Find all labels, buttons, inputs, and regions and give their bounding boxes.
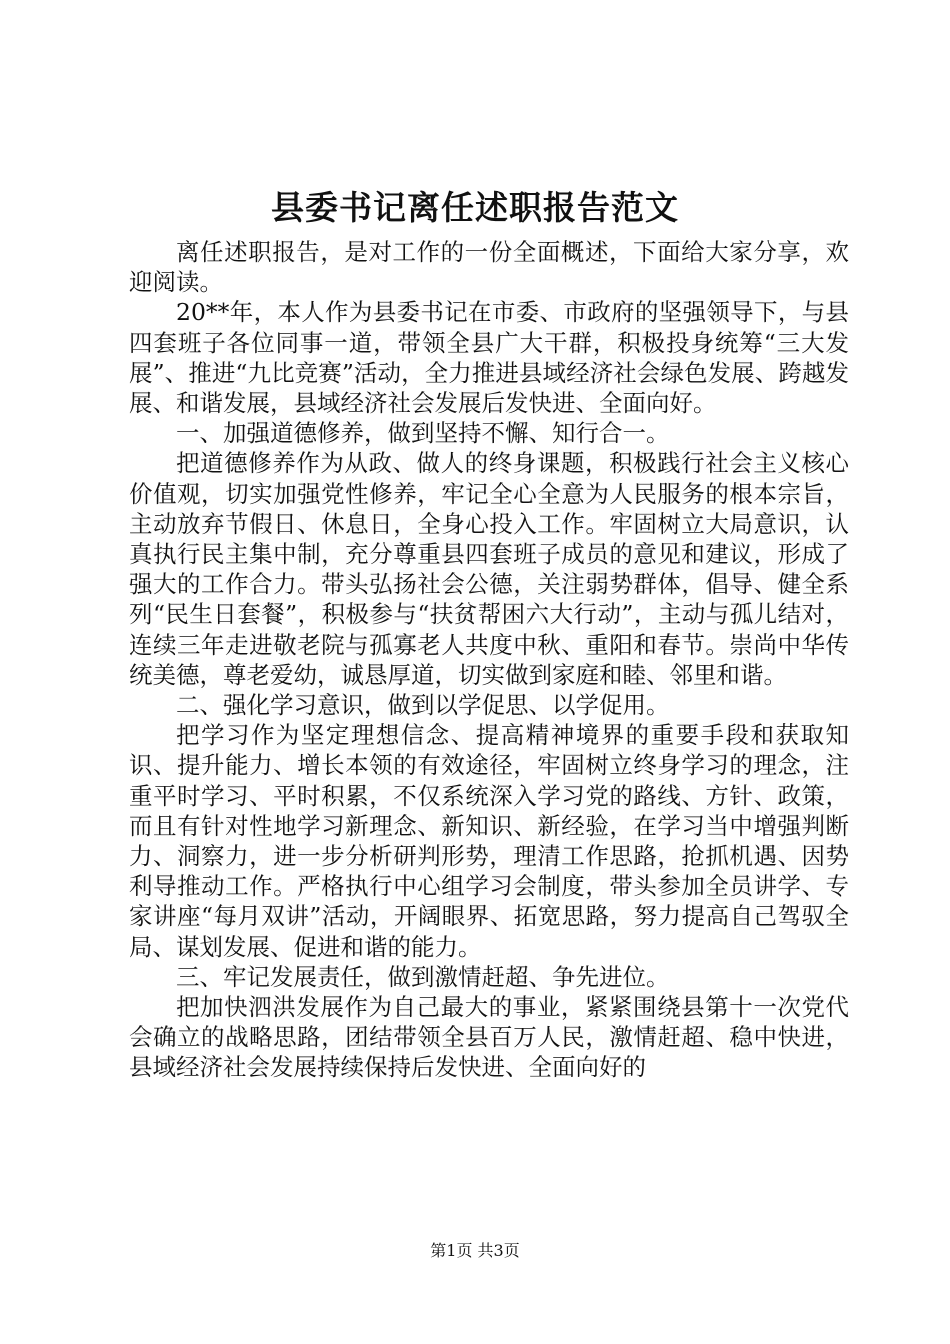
paragraph-section-2: 把学习作为坚定理想信念、提高精神境界的重要手段和获取知识、提升能力、增长本领的有效途径，牢固树立终身学习的理念，注重平时学习、平时积累，不仅系统深入学习党的路线、方针、政策，而且有针对性地学习新理念、新知识、新经验，在学习当中增强判断力、洞察力，进一步分析研判形势，理清工作思路，抢抓机遇、因势利导推动工作。严格执行中心组学习会制度，带头参加全员讲学、专家讲座“每月双讲”活动，开阔眼界、拓宽思路，努力提高自己驾驭全局、谋划发展、促进和谐的能力。: [129, 721, 849, 961]
paragraph-section-1: 把道德修养作为从政、做人的终身课题，积极践行社会主义核心价值观，切实加强党性修养，牢记全心全意为人民服务的根本宗旨，主动放弃节假日、休息日，全身心投入工作。牢固树立大局意识，认真执行民主集中制，充分尊重县四套班子成员的意见和建议，形成了强大的工作合力。带头弘扬社会公德，关注弱势群体，倡导、健全系列“民生日套餐”，积极参与“扶贫帮困六大行动”，主动与孤儿结对，连续三年走进敬老院与孤寡老人共度中秋、重阳和春节。崇尚中华传统美德，尊老爱幼，诚恳厚道，切实做到家庭和睦、邻里和谐。: [129, 449, 849, 689]
document-body: [129, 237, 849, 1083]
section-heading-1: 一、加强道德修养，做到坚持不懈、知行合一。: [176, 419, 670, 448]
section-heading-3: 三、牢记发展责任，做到激情赶超、争先进位。: [176, 962, 670, 991]
document-title: 县委书记离任述职报告范文: [271, 188, 679, 227]
page-footer: 第1页 共3页: [430, 1241, 520, 1260]
paragraph-section-3: 把加快泗洪发展作为自己最大的事业，紧紧围绕县第十一次党代会确立的战略思路，团结带领全县百万人民，激情赶超、稳中快进，县域经济社会发展持续保持后发快进、全面向好的: [129, 993, 849, 1082]
section-heading-2: 二、强化学习意识，做到以学促思、以学促用。: [176, 691, 670, 720]
paragraph-overview: 20**年，本人作为县委书记在市委、市政府的坚强领导下，与县四套班子各位同事一道，带领全县广大干群，积极投身统筹“三大发展”、推进“九比竞赛”活动，全力推进县域经济社会绿色发展、跨越发展、和谐发展，县域经济社会发展后发快进、全面向好。: [129, 298, 849, 418]
paragraph-intro: 离任述职报告，是对工作的一份全面概述，下面给大家分享，欢迎阅读。: [129, 238, 849, 297]
